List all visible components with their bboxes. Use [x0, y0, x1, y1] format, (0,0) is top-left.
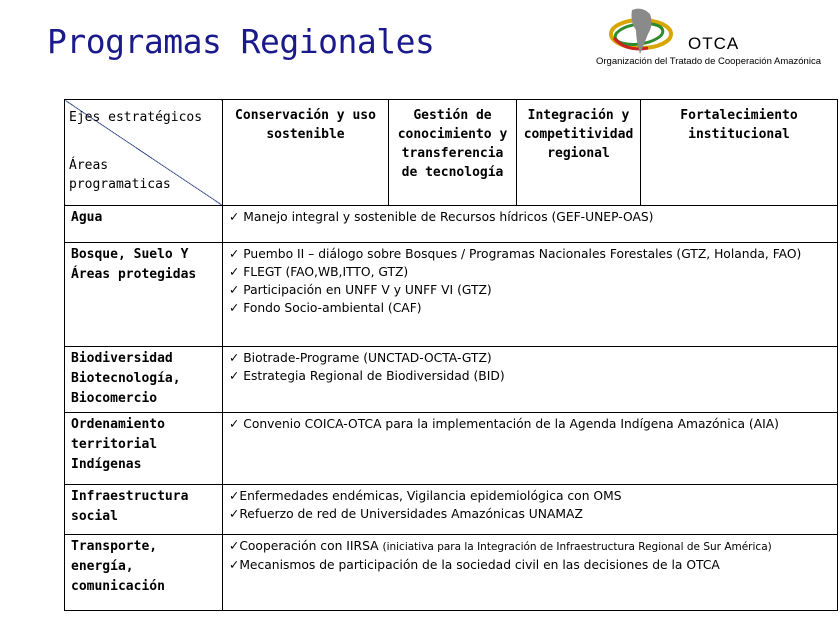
- area-cell: Bosque, Suelo Y Áreas protegidas: [65, 243, 223, 347]
- table-header-row: [65, 100, 838, 206]
- corner-areas-label: [69, 156, 171, 194]
- table-row: [65, 243, 838, 347]
- program-item: [229, 556, 831, 574]
- program-item: [229, 208, 831, 226]
- area-cell: Agua: [65, 206, 223, 243]
- check-icon: ✓: [229, 558, 240, 572]
- program-text: Manejo integral y sostenible de Recursos hídricos (GEF-UNEP-OAS): [243, 210, 654, 224]
- program-text: Puembo II – diálogo sobre Bosques / Programas Nacionales Forestales (GTZ, Holanda, FAO): [243, 247, 802, 261]
- program-item: [229, 415, 831, 433]
- corner-axes-label: Ejes estratégicos: [69, 110, 203, 125]
- area-cell: Infraestructura social: [65, 485, 223, 535]
- program-item: [229, 245, 831, 263]
- program-text: FLEGT (FAO,WB,ITTO, GTZ): [243, 265, 409, 279]
- axis-header: Fortalecimiento institucional: [641, 100, 838, 206]
- check-icon: ✓: [229, 247, 240, 261]
- check-icon: ✓: [229, 369, 240, 383]
- program-text: Mecanismos de participación de la sociedad civil en las decisiones de la OTCA: [239, 558, 720, 572]
- brand-name: OTCA: [688, 34, 740, 53]
- check-icon: ✓: [229, 210, 240, 224]
- corner-areas-line-2: programaticas: [69, 177, 171, 192]
- program-text: Enfermedades endémicas, Vigilancia epidemiológica con OMS: [239, 489, 622, 503]
- check-icon: ✓: [229, 417, 240, 431]
- programs-cell: [223, 206, 838, 243]
- table-row: [65, 347, 838, 413]
- programs-cell: [223, 485, 838, 535]
- table-row: [65, 485, 838, 535]
- program-item: [229, 299, 831, 317]
- program-item: [229, 505, 831, 523]
- programs-cell: [223, 535, 838, 611]
- check-icon: ✓: [229, 351, 240, 365]
- check-icon: ✓: [229, 283, 240, 297]
- page-title: Programas Regionales: [47, 22, 435, 61]
- table-row: [65, 535, 838, 611]
- area-cell: Ordenamiento territorial Indígenas: [65, 413, 223, 485]
- corner-cell: [65, 100, 223, 206]
- check-icon: ✓: [229, 489, 240, 503]
- program-item: [229, 367, 831, 385]
- axis-header: Integración y competitividad regional: [517, 100, 641, 206]
- program-text: Refuerzo de red de Universidades Amazónicas UNAMAZ: [239, 507, 583, 521]
- programs-table: [64, 99, 838, 611]
- program-item: [229, 537, 831, 556]
- program-text: Participación en UNFF V y UNFF VI (GTZ): [243, 283, 492, 297]
- table-row: [65, 413, 838, 485]
- programs-cell: [223, 243, 838, 347]
- program-note: (iniciativa para la Integración de Infraestructura Regional de Sur América): [382, 541, 772, 553]
- otca-logo-icon: [606, 4, 676, 60]
- programs-cell: [223, 347, 838, 413]
- check-icon: ✓: [229, 265, 240, 279]
- program-text: Fondo Socio-ambiental (CAF): [243, 301, 422, 315]
- check-icon: ✓: [229, 507, 240, 521]
- area-cell: Biodiversidad Biotecnología, Biocomercio: [65, 347, 223, 413]
- program-text: Cooperación con IIRSA: [239, 539, 379, 553]
- axis-header: Gestión de conocimiento y transferencia de tecnología: [389, 100, 517, 206]
- check-icon: ✓: [229, 539, 240, 553]
- table-row: [65, 206, 838, 243]
- check-icon: ✓: [229, 301, 240, 315]
- program-text: Biotrade-Programe (UNCTAD-OCTA-GTZ): [243, 351, 492, 365]
- area-cell: Transporte, energía, comunicación: [65, 535, 223, 611]
- program-text: Convenio COICA-OTCA para la implementación de la Agenda Indígena Amazónica (AIA): [243, 417, 779, 431]
- corner-areas-line-1: Áreas: [69, 158, 109, 173]
- brand-subtitle: Organización del Tratado de Cooperación Amazónica: [596, 56, 821, 67]
- program-item: [229, 349, 831, 367]
- program-item: [229, 263, 831, 281]
- program-text: Estrategia Regional de Biodiversidad (BID): [243, 369, 505, 383]
- program-item: [229, 281, 831, 299]
- program-item: [229, 487, 831, 505]
- axis-header: Conservación y uso sostenible: [223, 100, 389, 206]
- programs-cell: [223, 413, 838, 485]
